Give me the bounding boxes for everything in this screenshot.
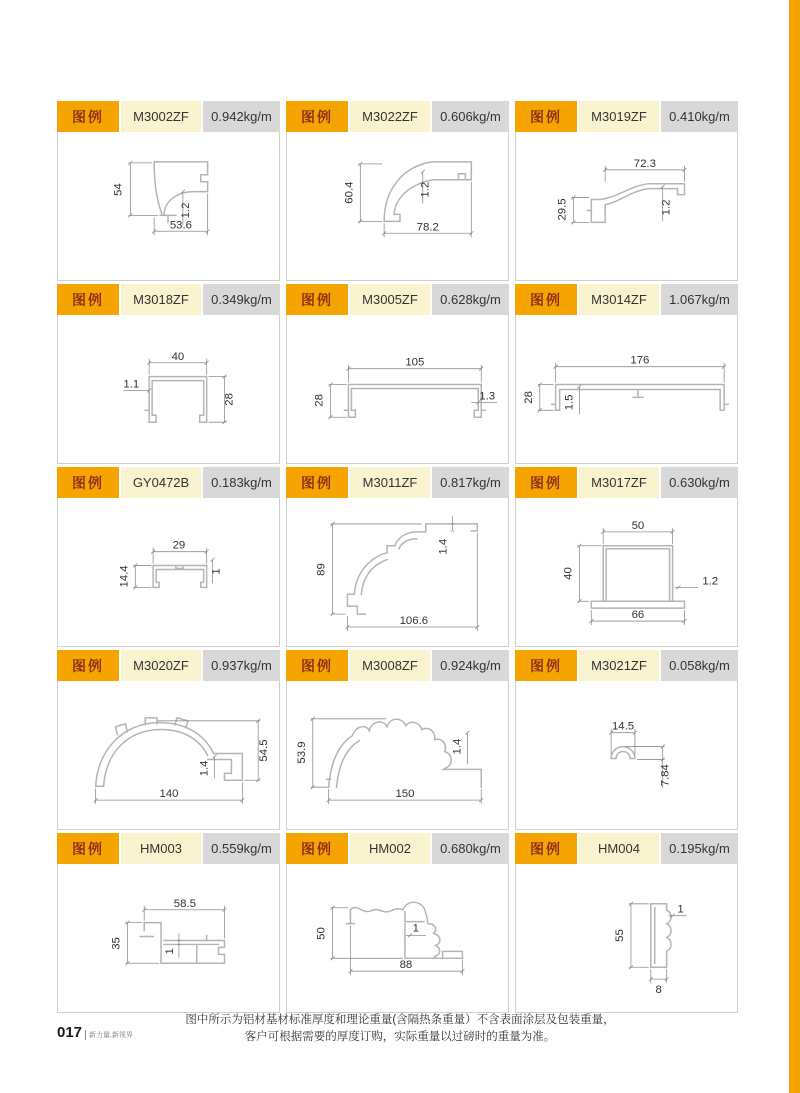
profile-drawing — [57, 315, 280, 464]
profile-svg — [516, 315, 737, 462]
legend-badge: 图例 — [515, 284, 579, 315]
weight-value: 0.349kg/m — [203, 284, 280, 315]
dim-label: 88 — [399, 959, 413, 972]
dim-label: 28 — [223, 393, 236, 406]
legend-badge: 图例 — [286, 101, 350, 132]
profile-svg — [58, 864, 279, 1011]
card-header — [57, 833, 280, 864]
profile-drawing — [515, 132, 738, 281]
profile-drawing — [57, 132, 280, 281]
dim-label: 14.4 — [118, 565, 131, 588]
dim-label: 40 — [562, 567, 575, 580]
dim-label: 35 — [110, 937, 123, 950]
card-header — [286, 284, 509, 315]
dim-label: 1 — [677, 903, 684, 916]
profile-outline — [611, 747, 635, 759]
card-header — [515, 650, 738, 681]
profile-drawing — [286, 498, 509, 647]
brand-tagline: 新力量.新视界 — [85, 1030, 133, 1040]
weight-value: 0.183kg/m — [203, 467, 280, 498]
legend-badge: 图例 — [286, 284, 350, 315]
card-header — [57, 284, 280, 315]
card-header — [57, 467, 280, 498]
profile-card — [286, 101, 509, 281]
weight-value: 0.195kg/m — [661, 833, 738, 864]
card-header — [286, 467, 509, 498]
profile-outline — [140, 923, 224, 964]
profile-svg — [58, 498, 279, 645]
model-code: M3002ZF — [121, 101, 203, 132]
model-code: M3014ZF — [579, 284, 661, 315]
profile-svg — [287, 498, 508, 645]
model-code: HM003 — [121, 833, 203, 864]
weight-value: 0.680kg/m — [432, 833, 509, 864]
card-header — [515, 833, 738, 864]
dimension-lines — [123, 359, 226, 424]
legend-badge: 图例 — [515, 101, 579, 132]
dimension-lines — [609, 729, 664, 788]
profile-svg — [516, 132, 737, 279]
model-code: HM004 — [579, 833, 661, 864]
profile-drawing — [515, 498, 738, 647]
page-number — [57, 1024, 133, 1041]
weight-value: 0.058kg/m — [661, 650, 738, 681]
profile-outline — [96, 718, 243, 786]
dim-label: 106.6 — [399, 615, 429, 628]
profile-card — [515, 101, 738, 281]
dim-label: 54.5 — [258, 739, 271, 762]
profile-card — [286, 467, 509, 647]
profile-card — [515, 467, 738, 647]
legend-badge: 图例 — [515, 650, 579, 681]
dim-label: 140 — [159, 788, 179, 801]
profile-svg — [287, 315, 508, 462]
profile-grid — [57, 101, 738, 1013]
profile-card — [286, 284, 509, 464]
card-header — [57, 650, 280, 681]
profile-card — [515, 284, 738, 464]
profile-svg — [516, 864, 737, 1011]
page-edge-tab — [789, 0, 800, 1093]
dimension-lines — [125, 906, 226, 965]
profile-svg — [58, 681, 279, 828]
dim-label: 58.5 — [173, 897, 196, 910]
card-header — [515, 101, 738, 132]
profile-card — [57, 833, 280, 1013]
weight-value: 0.606kg/m — [432, 101, 509, 132]
footnote-line-1: 图中所示为铝材基材标准厚度和理论重量(含隔热条重量）不含表面涂层及包装重量， — [185, 1014, 615, 1026]
legend-badge: 图例 — [515, 467, 579, 498]
dim-label: 105 — [405, 356, 425, 369]
profile-svg — [287, 681, 508, 828]
weight-value: 0.628kg/m — [432, 284, 509, 315]
dim-label: 150 — [395, 788, 415, 801]
dim-label: 50 — [315, 927, 328, 940]
card-header — [286, 650, 509, 681]
dim-label: 1.4 — [198, 760, 211, 777]
profile-drawing — [515, 681, 738, 830]
legend-badge: 图例 — [57, 467, 121, 498]
profile-outline — [651, 904, 671, 967]
dim-label: 66 — [631, 609, 645, 622]
dim-label: 54 — [112, 183, 125, 196]
model-code: GY0472B — [121, 467, 203, 498]
dim-label: 1.2 — [702, 575, 719, 588]
profile-drawing — [57, 498, 280, 647]
profile-outline — [346, 902, 462, 958]
weight-value: 0.942kg/m — [203, 101, 280, 132]
dim-label: 55 — [614, 929, 627, 942]
profile-card — [286, 833, 509, 1013]
weight-value: 0.937kg/m — [203, 650, 280, 681]
dim-label: 78.2 — [416, 221, 439, 234]
dim-label: 28 — [522, 391, 535, 404]
model-code: M3011ZF — [350, 467, 432, 498]
profile-card — [57, 284, 280, 464]
dim-label: 176 — [630, 354, 650, 367]
weight-value: 1.067kg/m — [661, 284, 738, 315]
legend-badge: 图例 — [286, 833, 350, 864]
dim-label: 1 — [412, 922, 419, 935]
profile-drawing — [515, 864, 738, 1013]
dim-label: 8 — [655, 983, 662, 996]
profile-card — [515, 650, 738, 830]
dim-label: 1.2 — [660, 199, 673, 216]
dim-label: 29 — [172, 539, 186, 552]
model-code: HM002 — [350, 833, 432, 864]
profile-outline — [347, 524, 477, 614]
model-code: M3019ZF — [579, 101, 661, 132]
dim-label: 1 — [163, 948, 176, 955]
profile-svg — [516, 681, 737, 828]
model-code: M3017ZF — [579, 467, 661, 498]
card-header — [515, 467, 738, 498]
dim-label: 1.2 — [179, 202, 192, 219]
model-code: M3008ZF — [350, 650, 432, 681]
profile-drawing — [286, 132, 509, 281]
weight-value: 0.410kg/m — [661, 101, 738, 132]
profile-card — [515, 833, 738, 1013]
profile-drawing — [57, 681, 280, 830]
profile-card — [57, 650, 280, 830]
page-number-value: 017 — [57, 1024, 83, 1041]
card-header — [515, 284, 738, 315]
dim-label: 60.4 — [343, 181, 356, 204]
profile-svg — [287, 864, 508, 1011]
profile-drawing — [515, 315, 738, 464]
profile-outline — [153, 566, 207, 588]
legend-badge: 图例 — [286, 467, 350, 498]
model-code: M3022ZF — [350, 101, 432, 132]
profile-outline — [344, 385, 485, 418]
profile-drawing — [57, 864, 280, 1013]
profile-outline — [591, 546, 684, 608]
dim-label: 89 — [315, 563, 328, 576]
weight-value: 0.559kg/m — [203, 833, 280, 864]
dim-label: 53.9 — [295, 741, 308, 764]
weight-value: 0.817kg/m — [432, 467, 509, 498]
profile-drawing — [286, 681, 509, 830]
dim-label: 72.3 — [633, 157, 656, 170]
dim-label: 53.6 — [169, 219, 192, 232]
footnote-line-2: 客户可根据需要的厚度订购，实际重量以过磅时的重量为准。 — [244, 1031, 556, 1043]
weight-value: 0.924kg/m — [432, 650, 509, 681]
profile-svg — [58, 315, 279, 462]
dim-label: 1.1 — [123, 378, 140, 391]
dim-label: 1 — [210, 568, 223, 575]
model-code: M3005ZF — [350, 284, 432, 315]
model-code: M3021ZF — [579, 650, 661, 681]
profile-outline — [145, 377, 206, 423]
legend-badge: 图例 — [57, 284, 121, 315]
profile-svg — [287, 132, 508, 279]
dim-label: 1.2 — [419, 181, 432, 198]
dim-label: 29.5 — [556, 198, 569, 221]
dim-label: 28 — [313, 394, 326, 407]
profile-card — [57, 101, 280, 281]
dim-label: 7.84 — [659, 764, 672, 787]
card-header — [57, 101, 280, 132]
legend-badge: 图例 — [286, 650, 350, 681]
weight-value: 0.630kg/m — [661, 467, 738, 498]
profile-outline — [552, 385, 728, 411]
dim-label: 50 — [631, 519, 645, 532]
dimension-lines — [331, 516, 480, 631]
profile-drawing — [286, 864, 509, 1013]
profile-svg — [58, 132, 279, 279]
legend-badge: 图例 — [57, 833, 121, 864]
profile-svg — [516, 498, 737, 645]
card-header — [286, 101, 509, 132]
legend-badge: 图例 — [57, 101, 121, 132]
profile-card — [57, 467, 280, 647]
profile-card — [286, 650, 509, 830]
dim-label: 1.4 — [437, 538, 450, 555]
legend-badge: 图例 — [515, 833, 579, 864]
profile-drawing — [286, 315, 509, 464]
model-code: M3018ZF — [121, 284, 203, 315]
dim-label: 1.5 — [563, 394, 576, 411]
card-header — [286, 833, 509, 864]
dim-label: 40 — [171, 350, 185, 363]
model-code: M3020ZF — [121, 650, 203, 681]
dim-label: 1.3 — [479, 390, 496, 403]
dim-label: 14.5 — [611, 720, 635, 733]
legend-badge: 图例 — [57, 650, 121, 681]
dim-label: 1.4 — [451, 738, 464, 755]
